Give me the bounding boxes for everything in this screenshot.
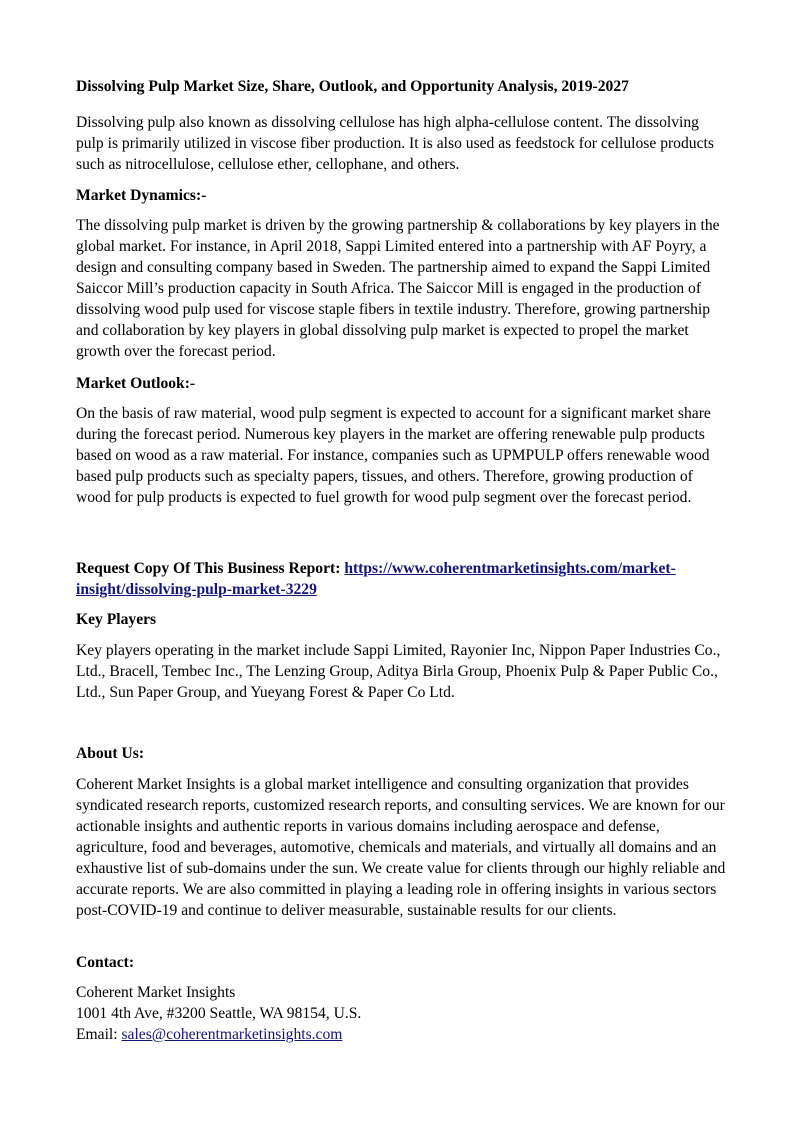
market-outlook-heading: Market Outlook:- [76, 375, 196, 392]
market-outlook-paragraph: On the basis of raw material, wood pulp segment is expected to account for a significant market share during the forecast period. Numerous key players in the market are offering renewable pulp products based on wood as a raw material. For instance, companies such as UPMPULP offers renewable wood based pulp products such as specialty papers, tissues, and others. Therefore, growing production of wood for pulp products is expected to fuel growth for wood pulp segment over the forecast period. [76, 405, 711, 506]
key-players-heading: Key Players [76, 611, 157, 628]
request-copy-label: Request Copy Of This Business Report: [76, 560, 345, 577]
report-link[interactable]: https://www.coherentmarketinsights.com/market-insight/dissolving-pulp-market-3229 [76, 560, 676, 598]
contact-email-label: Email: [76, 1026, 122, 1043]
request-copy-line [76, 558, 726, 600]
contact-email-line [76, 1024, 726, 1045]
document-title: Dissolving Pulp Market Size, Share, Outlook, and Opportunity Analysis, 2019-2027 [76, 78, 629, 95]
contact-heading: Contact: [76, 954, 135, 971]
contact-block [76, 982, 726, 1045]
about-us-heading: About Us: [76, 745, 145, 762]
market-dynamics-paragraph: The dissolving pulp market is driven by the growing partnership & collaborations by key players in the global market. For instance, in April 2018, Sappi Limited entered into a partnership with AF Poyry, a design and consulting company based in Sweden. The partnership aimed to expand the Sappi Limited Saiccor Mill’s production capacity in South Africa. The Saiccor Mill is engaged in the production of dissolving wood pulp used for viscose staple fibers in textile industry. Therefore, growing partnership and collaboration by key players in global dissolving pulp market is expected to propel the market growth over the forecast period. [76, 217, 720, 360]
key-players-paragraph: Key players operating in the market include Sappi Limited, Rayonier Inc, Nippon Paper Industries Co., Ltd., Bracell, Tembec Inc., The Lenzing Group, Aditya Birla Group, Phoenix Pulp & Paper Public Co., Ltd., Sun Paper Group, and Yueyang Forest & Paper Co Ltd. [76, 642, 721, 701]
contact-address: 1001 4th Ave, #3200 Seattle, WA 98154, U.S. [76, 1005, 362, 1022]
market-dynamics-heading: Market Dynamics:- [76, 187, 207, 204]
contact-company: Coherent Market Insights [76, 984, 236, 1001]
intro-paragraph: Dissolving pulp also known as dissolving cellulose has high alpha-cellulose content. The dissolving pulp is primarily utilized in viscose fiber production. It is also used as feedstock for cellulose products such as nitrocellulose, cellulose ether, cellophane, and others. [76, 114, 714, 173]
contact-email-link[interactable]: sales@coherentmarketinsights.com [121, 1026, 343, 1043]
about-us-paragraph: Coherent Market Insights is a global market intelligence and consulting organization that provides syndicated research reports, customized research reports, and consulting services. We are known for our actionable insights and authentic reports in various domains including aerospace and defense, agriculture, food and beverages, automotive, chemicals and materials, and virtually all domains and an exhaustive list of sub-domains under the sun. We create value for clients through our highly reliable and accurate reports. We are also committed in playing a leading role in offering insights in various sectors post-COVID-19 and continue to deliver measurable, sustainable results for our clients. [76, 776, 726, 919]
